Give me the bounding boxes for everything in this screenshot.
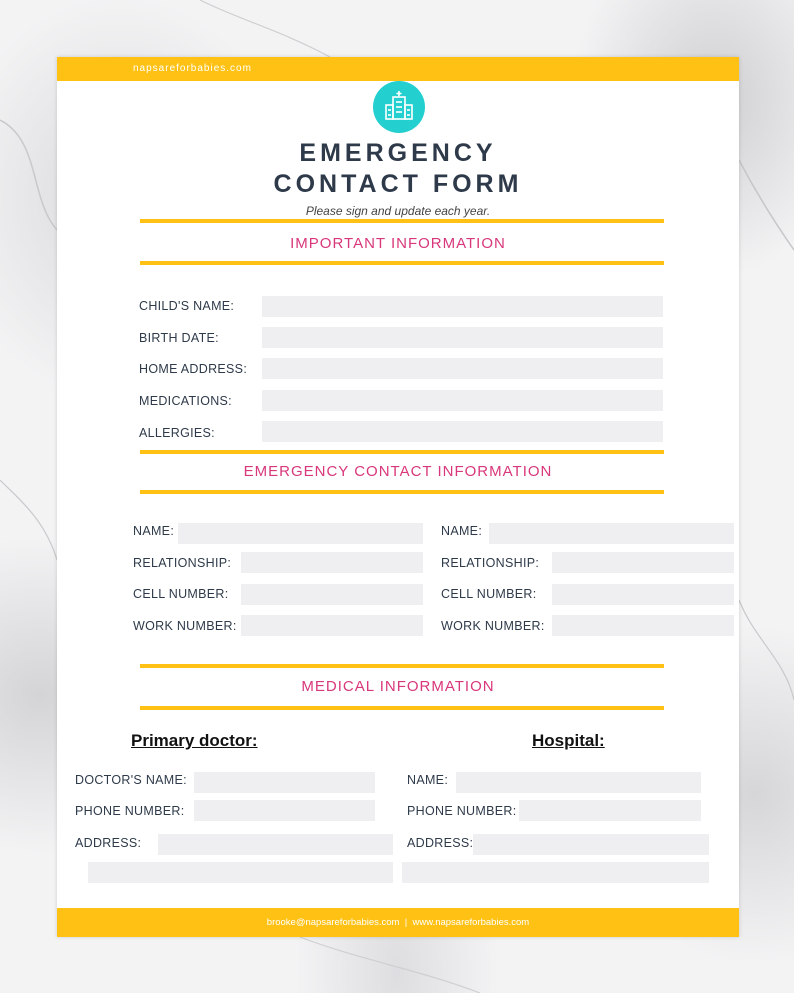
home-address-field[interactable]: [262, 358, 663, 379]
contact1-work-field[interactable]: [241, 615, 423, 636]
contact2-relationship-label: RELATIONSHIP:: [441, 556, 540, 570]
child-name-label: CHILD'S NAME:: [139, 299, 235, 313]
contact2-cell-field[interactable]: [552, 584, 734, 605]
top-banner: [57, 57, 739, 81]
divider: [140, 490, 664, 494]
form-sheet: [57, 57, 739, 937]
contact1-cell-field[interactable]: [241, 584, 423, 605]
hospital-name-label: NAME:: [407, 773, 449, 787]
title-line-2: CONTACT FORM: [273, 170, 523, 198]
medications-label: MEDICATIONS:: [139, 394, 232, 408]
doctor-phone-label: PHONE NUMBER:: [75, 804, 185, 818]
hospital-phone-field[interactable]: [519, 800, 701, 821]
contact1-name-label: NAME:: [133, 524, 175, 538]
hospital-address-field[interactable]: [473, 834, 709, 855]
child-name-field[interactable]: [262, 296, 663, 317]
hospital-address-line2-field[interactable]: [402, 862, 709, 883]
title-line-1: EMERGENCY: [299, 139, 497, 167]
contact1-relationship-label: RELATIONSHIP:: [133, 556, 232, 570]
divider: [140, 219, 664, 223]
divider: [140, 450, 664, 454]
contact2-work-label: WORK NUMBER:: [441, 619, 545, 633]
allergies-field[interactable]: [262, 421, 663, 442]
contact2-cell-label: CELL NUMBER:: [441, 587, 537, 601]
contact1-cell-label: CELL NUMBER:: [133, 587, 229, 601]
primary-doctor-heading: Primary doctor:: [131, 731, 258, 750]
section-important: IMPORTANT INFORMATION: [290, 235, 506, 252]
birth-date-field[interactable]: [262, 327, 663, 348]
hospital-address-label: ADDRESS:: [407, 836, 474, 850]
hospital-phone-label: PHONE NUMBER:: [407, 804, 517, 818]
doctor-address-line2-field[interactable]: [88, 862, 393, 883]
contact2-name-label: NAME:: [441, 524, 483, 538]
footer-banner: [57, 908, 739, 937]
doctor-name-label: DOCTOR'S NAME:: [75, 773, 187, 787]
divider: [140, 706, 664, 710]
doctor-address-label: ADDRESS:: [75, 836, 142, 850]
doctor-phone-field[interactable]: [194, 800, 375, 821]
medications-field[interactable]: [262, 390, 663, 411]
contact1-name-field[interactable]: [178, 523, 423, 544]
doctor-address-field[interactable]: [158, 834, 393, 855]
birth-date-label: BIRTH DATE:: [139, 331, 219, 345]
home-address-label: HOME ADDRESS:: [139, 362, 248, 376]
contact1-relationship-field[interactable]: [241, 552, 423, 573]
hospital-heading: Hospital:: [532, 731, 605, 750]
divider: [140, 261, 664, 265]
section-emergency: EMERGENCY CONTACT INFORMATION: [243, 463, 553, 480]
allergies-label: ALLERGIES:: [139, 426, 215, 440]
site-name: napsareforbabies.com: [133, 63, 252, 74]
contact2-relationship-field[interactable]: [552, 552, 734, 573]
hospital-name-field[interactable]: [456, 772, 701, 793]
footer-contact: brooke@napsareforbabies.com | www.napsareforbabies.com: [266, 917, 530, 928]
doctor-name-field[interactable]: [194, 772, 375, 793]
contact1-work-label: WORK NUMBER:: [133, 619, 237, 633]
contact2-name-field[interactable]: [489, 523, 734, 544]
subtitle: Please sign and update each year.: [305, 204, 491, 218]
section-medical: MEDICAL INFORMATION: [301, 678, 495, 695]
hospital-building-icon: [373, 81, 425, 133]
contact2-work-field[interactable]: [552, 615, 734, 636]
divider: [140, 664, 664, 668]
